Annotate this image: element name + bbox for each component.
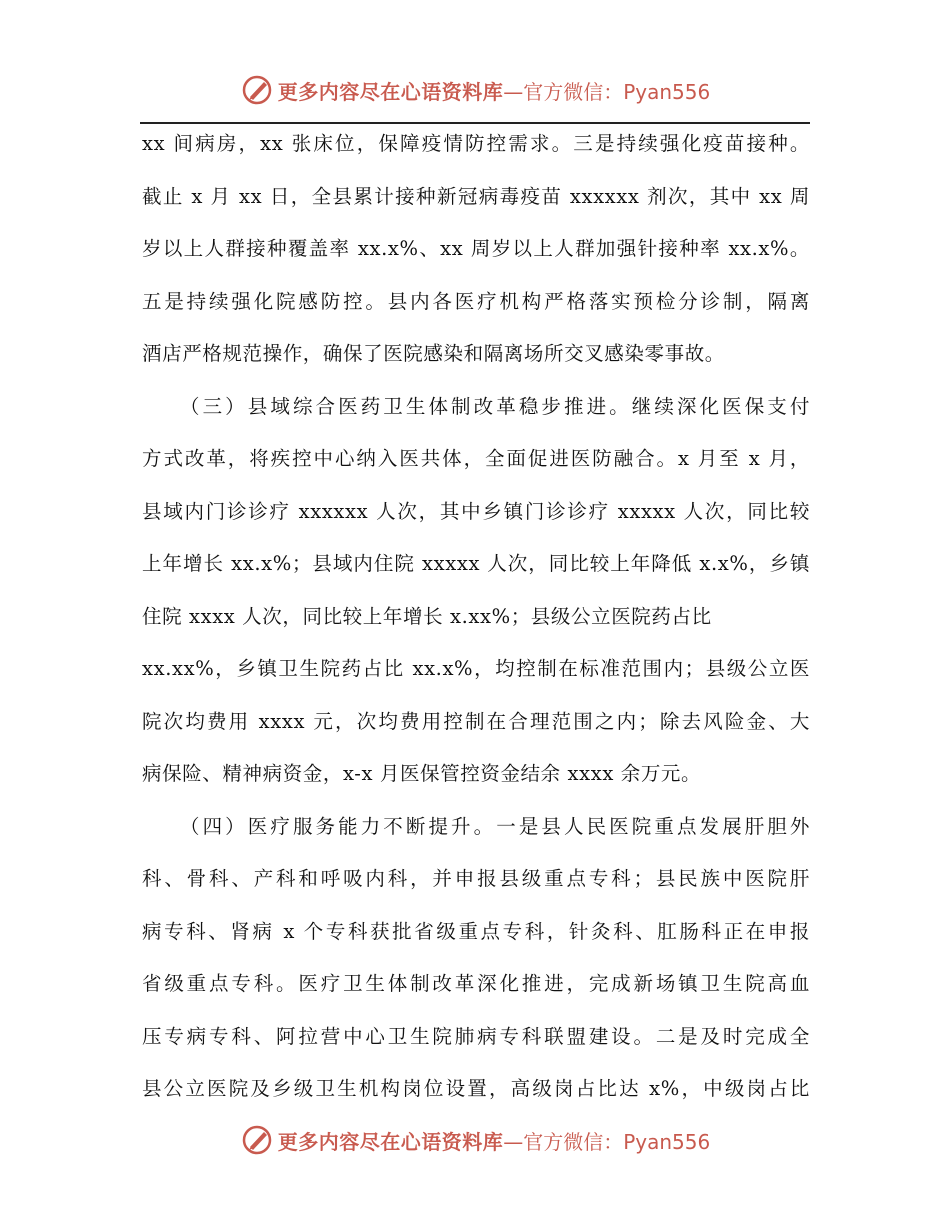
header-banner-contact: —官方微信：Pyan556 [503,79,711,104]
body-text [142,122,810,1120]
text-line: 病保险、精神病资金，x-x 月医保管控资金结余 xxxx 余万元。 [142,762,702,785]
text-line: xx.xx%，乡镇卫生院药占比 xx.x%，均控制在标准范围内；县级公立医 [142,657,810,680]
header-banner [0,70,950,110]
text-line: 病专科、肾病 x 个专科获批省级重点专科，针灸科、肛肠科正在申报 [142,919,810,943]
text-line: 岁以上人群接种覆盖率 xx.x%、xx 周岁以上人群加强针接种率 xx.x%。 [142,237,810,260]
pen-logo-icon [240,73,274,107]
text-line: 方式改革，将疾控中心纳入医共体，全面促进医防融合。x 月至 x 月， [142,447,810,470]
text-line: 县公立医院及乡级卫生机构岗位设置，高级岗占比达 x%，中级岗占比 [142,1077,810,1100]
text-line: 五是持续强化院感防控。县内各医疗机构严格落实预检分诊制，隔离 [142,289,810,313]
text-line: xx 间病房，xx 张床位，保障疫情防控需求。三是持续强化疫苗接种。 [142,132,810,155]
text-line: 院次均费用 xxxx 元，次均费用控制在合理范围之内；除去风险金、大 [142,709,810,733]
text-line: 酒店严格规范操作，确保了医院感染和隔离场所交叉感染零事故。 [142,342,725,365]
footer-banner-contact: —官方微信：Pyan556 [503,1129,711,1154]
text-line: 住院 xxxx 人次，同比较上年增长 x.xx%；县级公立医院药占比 [142,604,712,628]
text-line: 科、骨科、产科和呼吸内科，并申报县级重点专科；县民族中医院肝 [142,867,810,890]
text-line: 截止 x 月 xx 日，全县累计接种新冠病毒疫苗 xxxxxx 剂次，其中 xx 周 [142,184,810,208]
footer-banner-text: 更多内容尽在心语资料库 [277,1129,504,1154]
pen-logo-icon [240,1123,274,1157]
text-line: 省级重点专科。医疗卫生体制改革深化推进，完成新场镇卫生院高血 [142,972,810,995]
text-line: 压专病专科、阿拉营中心卫生院肺病专科联盟建设。二是及时完成全 [142,1024,810,1048]
text-line: （四）医疗服务能力不断提升。一是县人民医院重点发展肝胆外 [180,814,810,838]
text-line: 县域内门诊诊疗 xxxxxx 人次，其中乡镇门诊诊疗 xxxxx 人次，同比较 [142,499,810,523]
header-banner-text: 更多内容尽在心语资料库 [277,79,504,104]
footer-banner [0,1120,950,1160]
text-line: 上年增长 xx.x%；县域内住院 xxxxx 人次，同比较上年降低 x.x%，乡镇 [142,552,810,575]
text-line: （三）县域综合医药卫生体制改革稳步推进。继续深化医保支付 [180,394,810,418]
